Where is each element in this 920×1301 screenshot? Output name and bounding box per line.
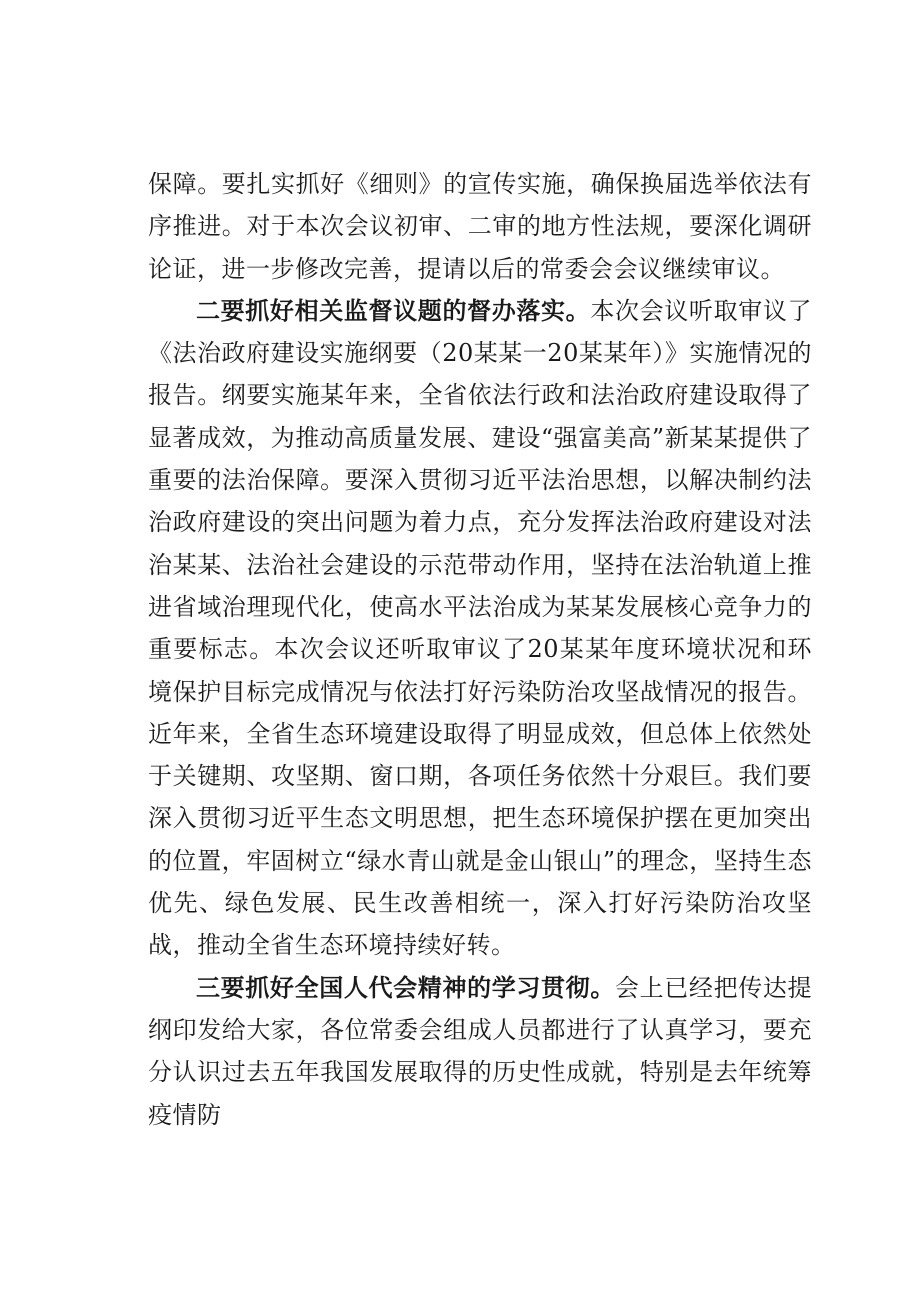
paragraph-point-three [148,967,812,1136]
paragraph-continuation [148,163,812,290]
document-body [148,163,812,1136]
paragraph-text: 保障。要扎实抓好《细则》的宣传实施，确保换届选举依法有序推进。对于本次会议初审、二审的地方性法规，要深化调研论证，进一步修改完善，提请以后的常委会会议继续审议。 [148,170,812,283]
paragraph-point-two [148,290,812,967]
paragraph-text: 会上已经把传达提纲印发给大家，各位常委会组成人员都进行了认真学习，要充分认识过去五年我国发展取得的历史性成就，特别是去年统筹疫情防 [148,973,813,1129]
paragraph-text: 本次会议听取审议了《法治政府建设实施纲要（20某某一20某某年）》实施情况的报告。纲要实施某年来，全省依法行政和法治政府建设取得了显著成效，为推动高质量发展、建设“强富美高”新某某提供了重要的法治保障。要深入贯彻习近平法治思想，以解决制约法治政府建设的突出问题为着力点，充分发挥法治政府建设对法治某某、法治社会建设的示范带动作用，坚持在法治轨道上推进省域治理现代化，使高水平法治成为某某发展核心竞争力的重要标志。本次会议还听取审议了20某某年度环境状况和环境保护目标完成情况与依法打好污染防治攻坚战情况的报告。近年来，全省生态环境建设取得了明显成效，但总体上依然处于关键期、攻坚期、窗口期，各项任务依然十分艰巨。我们要深入贯彻习近平生态文明思想，把生态环境保护摆在更加突出的位置，牢固树立“绿水青山就是金山银山”的理念，坚持生态优先、绿色发展、民生改善相统一，深入打好污染防治攻坚战，推动全省生态环境持续好转。 [148,296,813,960]
paragraph-lead-heading: 三要抓好全国人代会精神的学习贯彻。 [196,972,615,1002]
paragraph-lead-heading: 二要抓好相关监督议题的督办落实。 [196,295,591,325]
